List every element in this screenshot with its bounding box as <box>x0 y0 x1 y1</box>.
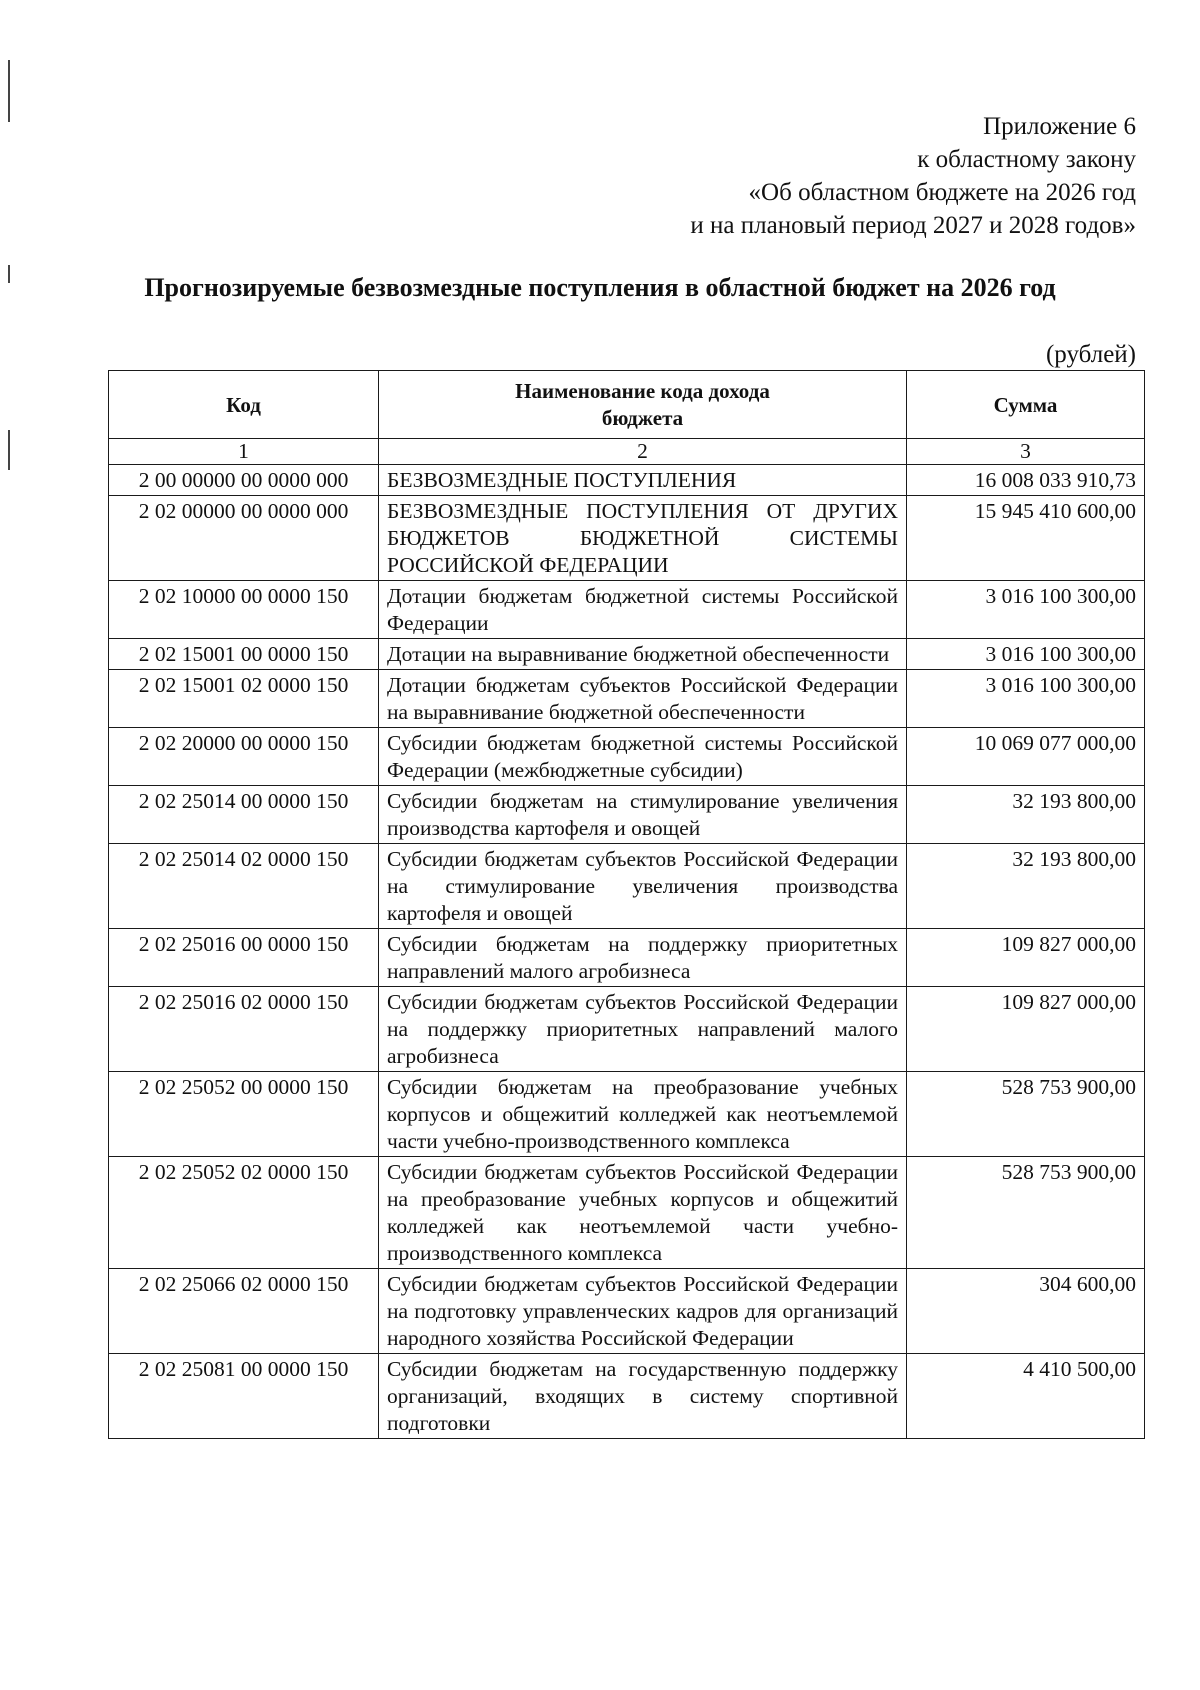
revenue-table <box>108 370 1145 1439</box>
row-code: 2 02 00000 00 0000 000 <box>109 496 379 581</box>
table-row <box>109 670 1145 728</box>
row-code: 2 02 15001 02 0000 150 <box>109 670 379 728</box>
scan-margin-mark <box>8 60 10 122</box>
row-sum: 15 945 410 600,00 <box>907 496 1145 581</box>
document-title: Прогнозируемые безвозмездные поступления в областной бюджет на 2026 год <box>144 273 1056 302</box>
table-body <box>109 465 1145 1439</box>
column-number: 3 <box>907 439 1145 465</box>
appendix-line: и на плановый период 2027 и 2028 годов» <box>690 212 1136 239</box>
column-number-row <box>109 439 1145 465</box>
row-name: БЕЗВОЗМЕЗДНЫЕ ПОСТУПЛЕНИЯ ОТ ДРУГИХ БЮДЖЕТОВ БЮДЖЕТНОЙ СИСТЕМЫ РОССИЙСКОЙ ФЕДЕРАЦИИ <box>379 496 907 581</box>
header-sum: Сумма <box>907 371 1145 439</box>
row-code: 2 02 25066 02 0000 150 <box>109 1269 379 1354</box>
row-code: 2 02 25081 00 0000 150 <box>109 1354 379 1439</box>
row-sum: 3 016 100 300,00 <box>907 581 1145 639</box>
row-code: 2 02 25052 00 0000 150 <box>109 1072 379 1157</box>
table-row <box>109 728 1145 786</box>
scan-margin-mark <box>8 265 10 283</box>
unit-label: (рублей) <box>1045 341 1136 368</box>
row-sum: 109 827 000,00 <box>907 987 1145 1072</box>
row-sum: 3 016 100 300,00 <box>907 639 1145 670</box>
row-code: 2 00 00000 00 0000 000 <box>109 465 379 496</box>
header-code: Код <box>109 371 379 439</box>
row-name: Дотации на выравнивание бюджетной обеспеченности <box>379 639 907 670</box>
row-sum: 4 410 500,00 <box>907 1354 1145 1439</box>
row-sum: 109 827 000,00 <box>907 929 1145 987</box>
row-sum: 3 016 100 300,00 <box>907 670 1145 728</box>
table-row <box>109 1269 1145 1354</box>
row-name: Субсидии бюджетам бюджетной системы Российской Федерации (межбюджетные субсидии) <box>379 728 907 786</box>
table-row <box>109 844 1145 929</box>
scan-margin-mark <box>8 430 10 470</box>
row-code: 2 02 15001 00 0000 150 <box>109 639 379 670</box>
table-row <box>109 1072 1145 1157</box>
row-name: Субсидии бюджетам субъектов Российской Федерации на преобразование учебных корпусов и общежитий колледжей как неотъемлемой части учебно-производственного комплекса <box>379 1157 907 1269</box>
table-row <box>109 786 1145 844</box>
row-name: БЕЗВОЗМЕЗДНЫЕ ПОСТУПЛЕНИЯ <box>379 465 907 496</box>
row-name: Субсидии бюджетам на государственную поддержку организаций, входящих в систему спортивной подготовки <box>379 1354 907 1439</box>
row-name: Дотации бюджетам бюджетной системы Российской Федерации <box>379 581 907 639</box>
row-code: 2 02 25014 00 0000 150 <box>109 786 379 844</box>
header-name <box>379 371 907 439</box>
table-row <box>109 987 1145 1072</box>
row-name: Субсидии бюджетам на стимулирование увеличения производства картофеля и овощей <box>379 786 907 844</box>
table-row <box>109 496 1145 581</box>
appendix-line: «Об областном бюджете на 2026 год <box>748 179 1136 206</box>
row-code: 2 02 25052 02 0000 150 <box>109 1157 379 1269</box>
table-row <box>109 581 1145 639</box>
row-name: Субсидии бюджетам субъектов Российской Федерации на стимулирование увеличения производства картофеля и овощей <box>379 844 907 929</box>
row-sum: 528 753 900,00 <box>907 1157 1145 1269</box>
row-name: Субсидии бюджетам субъектов Российской Федерации на подготовку управленческих кадров для организаций народного хозяйства Российской Федерации <box>379 1269 907 1354</box>
header-name-line: Наименование кода дохода <box>515 379 770 403</box>
header-name-line: бюджета <box>601 406 684 430</box>
row-sum: 10 069 077 000,00 <box>907 728 1145 786</box>
row-name: Субсидии бюджетам субъектов Российской Федерации на поддержку приоритетных направлений малого агробизнеса <box>379 987 907 1072</box>
table-row <box>109 639 1145 670</box>
row-sum: 528 753 900,00 <box>907 1072 1145 1157</box>
table-row <box>109 929 1145 987</box>
row-sum: 16 008 033 910,73 <box>907 465 1145 496</box>
appendix-line: к областному закону <box>917 146 1136 173</box>
appendix-line: Приложение 6 <box>983 113 1136 140</box>
table-row <box>109 465 1145 496</box>
column-number: 2 <box>379 439 907 465</box>
row-code: 2 02 10000 00 0000 150 <box>109 581 379 639</box>
row-sum: 32 193 800,00 <box>907 786 1145 844</box>
table-row <box>109 1354 1145 1439</box>
table-row <box>109 1157 1145 1269</box>
row-name: Дотации бюджетам субъектов Российской Федерации на выравнивание бюджетной обеспеченности <box>379 670 907 728</box>
row-code: 2 02 20000 00 0000 150 <box>109 728 379 786</box>
row-code: 2 02 25014 02 0000 150 <box>109 844 379 929</box>
row-name: Субсидии бюджетам на поддержку приоритетных направлений малого агробизнеса <box>379 929 907 987</box>
row-name: Субсидии бюджетам на преобразование учебных корпусов и общежитий колледжей как неотъемлемой части учебно-производственного комплекса <box>379 1072 907 1157</box>
table-header <box>109 371 1145 465</box>
row-code: 2 02 25016 02 0000 150 <box>109 987 379 1072</box>
column-number: 1 <box>109 439 379 465</box>
row-code: 2 02 25016 00 0000 150 <box>109 929 379 987</box>
appendix-header <box>436 110 1136 242</box>
row-sum: 32 193 800,00 <box>907 844 1145 929</box>
row-sum: 304 600,00 <box>907 1269 1145 1354</box>
